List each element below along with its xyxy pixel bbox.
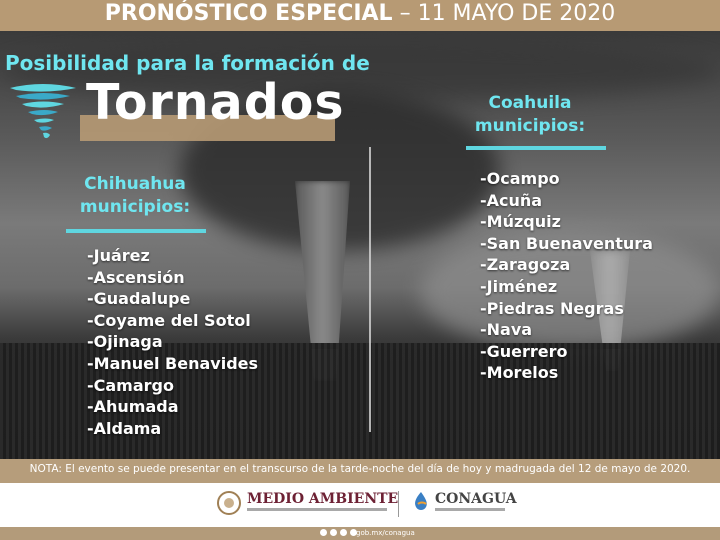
- list-item: -Aldama: [87, 418, 162, 438]
- header-title-date: – 11 MAYO DE 2020: [399, 1, 616, 26]
- list-item: -Morelos: [480, 363, 559, 383]
- list-item: -Coyame del Sotol: [87, 310, 251, 330]
- coahuila-underline: [466, 146, 606, 150]
- chihuahua-heading-state: Chihuahua: [84, 174, 186, 194]
- list-item: -Ascensión: [87, 267, 185, 287]
- hero-subtitle: Posibilidad para la formación de: [5, 51, 370, 75]
- twitter-icon[interactable]: [330, 529, 337, 536]
- logo-divider: [398, 491, 399, 517]
- coahuila-municipalities: [480, 168, 653, 384]
- list-item: -Camargo: [87, 375, 174, 395]
- column-divider: [369, 147, 371, 432]
- header-title-main: PRONÓSTICO ESPECIAL: [104, 1, 393, 26]
- list-item: -San Buenaventura: [480, 233, 653, 253]
- list-item: -Jiménez: [480, 276, 558, 296]
- header-title: [0, 1, 720, 26]
- chihuahua-heading-label: municipios:: [79, 197, 191, 217]
- list-item: -Ocampo: [480, 169, 560, 188]
- list-item: -Guadalupe: [87, 289, 191, 309]
- list-item: -Nava: [480, 320, 533, 340]
- instagram-icon[interactable]: [340, 529, 347, 536]
- list-item: -Zaragoza: [480, 255, 571, 275]
- conagua-drop-icon: [410, 491, 432, 513]
- facebook-icon[interactable]: [320, 529, 327, 536]
- list-item: -Guerrero: [480, 341, 568, 361]
- tornado-icon: [8, 82, 78, 144]
- chihuahua-municipalities: [87, 245, 258, 439]
- social-icons: [320, 529, 357, 536]
- coahuila-heading: [455, 92, 605, 138]
- list-item: -Múzquiz: [480, 212, 561, 232]
- hero-title: Tornados: [86, 74, 345, 131]
- list-item: -Manuel Benavides: [87, 353, 259, 373]
- website-link[interactable]: gob.mx/conagua: [356, 529, 415, 537]
- coahuila-heading-label: municipios:: [474, 116, 586, 136]
- list-item: -Ahumada: [87, 397, 179, 417]
- logo-conagua[interactable]: CONAGUA: [435, 491, 517, 507]
- list-item: -Juárez: [87, 246, 150, 265]
- logo-medio-ambiente[interactable]: MEDIO AMBIENTE: [247, 491, 399, 507]
- chihuahua-underline: [66, 229, 206, 233]
- coahuila-heading-state: Coahuila: [488, 93, 572, 113]
- list-item: -Acuña: [480, 190, 543, 210]
- government-seal-icon: [217, 491, 241, 515]
- chihuahua-heading: [55, 173, 215, 219]
- list-item: -Piedras Negras: [480, 298, 624, 318]
- logo-fineprint: [247, 508, 387, 511]
- list-item: -Ojinaga: [87, 332, 163, 352]
- logo-fineprint: [435, 508, 505, 511]
- note-text: NOTA: El evento se puede presentar en el transcurso de la tarde-noche del día de hoy y madrugada del 12 de mayo de 2020.: [29, 463, 691, 475]
